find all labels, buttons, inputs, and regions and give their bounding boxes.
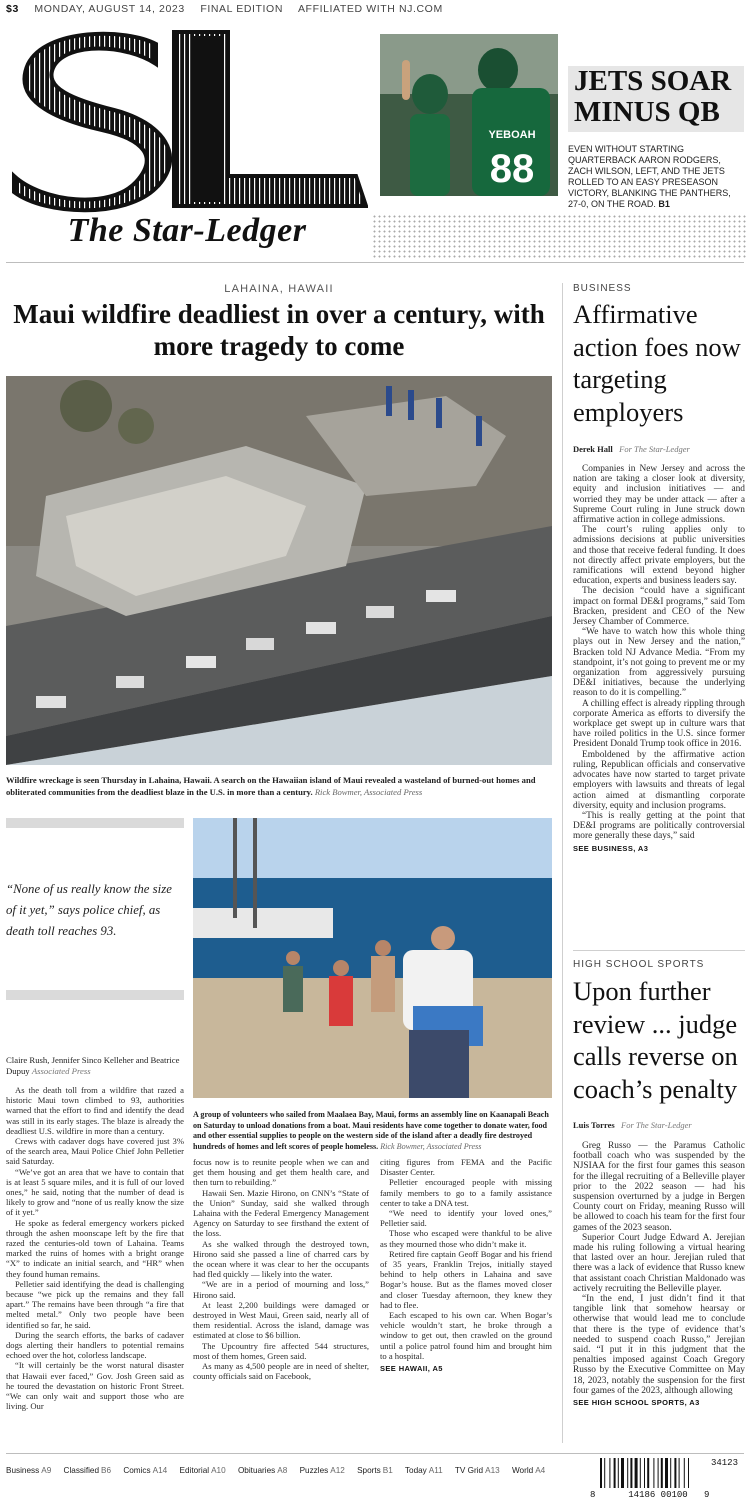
barcode-bar — [674, 1458, 676, 1488]
index-item[interactable]: Obituaries A8 — [237, 1466, 288, 1475]
paragraph: Pelletier encouraged people with missing family members to go to a family assistance center to take a DNA test. — [380, 1177, 552, 1208]
barcode-bar — [670, 1458, 671, 1488]
pull-quote: “None of us really know the size of it yet,” says police chief, as death toll reaches 93. — [6, 882, 172, 938]
barcode-bar — [618, 1458, 619, 1488]
paragraph: During the search efforts, the barks of cadaver dogs alerting their handlers to potential remains echoed over the hot, colorless landscape. — [6, 1329, 184, 1361]
barcode-bar — [621, 1458, 624, 1488]
teaser-body: EVEN WITHOUT STARTING QUARTERBACK AARON RODGERS, ZACH WILSON, LEFT, AND THE JETS ROLLED TO AN EASY PRESEASON VICTORY, BLANKING THE PANTHERS, 27-0, ON THE ROAD. — [568, 144, 731, 209]
main-photo-caption — [6, 775, 552, 798]
bottom-divider — [6, 1453, 744, 1454]
paragraph: Crews with cadaver dogs have covered just 3% of the search area, Maui Police Chief John Pelletier said Saturday. — [6, 1136, 184, 1167]
paragraph: A chilling effect is already rippling through corporate America as efforts to diversify the workplace get swept up in culture wars that have roiled politics in the U.S. since former President Donald Trump took office in 2016. — [573, 698, 745, 750]
barcode-bar — [609, 1458, 610, 1488]
barcode-bar — [647, 1458, 649, 1488]
paragraph: “In the end, I just didn’t find it that tangible link that somehow hearsay or otherwise that would lead me to conclude that there is the type of evidence that’s needed to suspend coach Russo,” Jerejian said. “I put it in this judgment that the penalties imposed against Coach Gregory Russo by the Executive Committee on May 18, 2023, notably the suspension for the first four games of the 2023, although allowing — [573, 1294, 745, 1396]
volunteers-photo[interactable] — [193, 818, 552, 1098]
barcode-bar — [644, 1458, 645, 1488]
barcode-bar — [661, 1458, 663, 1488]
index-item[interactable]: Sports B1 — [357, 1466, 393, 1475]
paragraph: Emboldened by the affirmative action ruling, Republican officials and conservative advocates have now started to target private employers with lawsuits and threats of legal action aimed at dismantling corporate diversity, equity and inclusion programs. — [573, 749, 745, 811]
paragraph: “We need to identify your loved ones,” Pelletier said. — [380, 1208, 552, 1229]
barcode-bar — [658, 1458, 659, 1488]
paragraph: As the death toll from a wildfire that razed a historic Maui town climbed to 93, authorities warned that the effort to find and identify the dead was still in its early stages. The blaze is already the deadliest U.S. wildfire in more than a century. — [6, 1085, 184, 1136]
paragraph: The Upcountry fire affected 544 structures, most of them homes, Green said. — [193, 1340, 369, 1361]
paragraph: Each escaped to his own car. When Bogar’s vehicle wouldn’t start, he broke through a window to get out, then crawled on the ground until a police patrol found him and brought him to a hospital. — [380, 1310, 552, 1361]
barcode-bar — [630, 1458, 632, 1488]
business-author: Derek Hall — [573, 444, 613, 454]
teaser-headline[interactable]: JETS SOAR MINUS QB — [574, 65, 732, 128]
sports-author-role: For The Star-Ledger — [621, 1120, 692, 1130]
divider — [6, 262, 744, 263]
paragraph: Retired fire captain Geoff Bogar and his friend of 35 years, Franklin Trejos, initially stayed behind to help others in Lahaina and save Bogar’s house. But as the flames moved closer and closer Tuesday afternoon, they knew they had to flee. — [380, 1248, 552, 1310]
wildfire-wreckage-photo[interactable] — [6, 376, 552, 765]
photo2-caption-text: A group of volunteers who sailed from Maalaea Bay, Maui, forms an assembly line on Kaanapali Beach on Saturday to unload donations from a boat. Maui residents have come together to donate water, food and other essential supplies to people on the western side of the island after a deadly fire destroyed hundreds of homes and left scores of people homeless. — [193, 1110, 549, 1151]
column-separator — [562, 283, 563, 1443]
quote-bar-bottom — [6, 990, 184, 1000]
masthead-name[interactable]: The Star-Ledger — [67, 212, 307, 249]
barcode-bar — [688, 1458, 689, 1488]
paragraph: Hawaii Sen. Mazie Hirono, on CNN’s “State of the Union” Sunday, said she walked through Lahaina with the Federal Emergency Management Agency on Saturday to see firsthand the extent of the loss. — [193, 1187, 369, 1239]
main-headline[interactable]: Maui wildfire deadliest in over a century, with more tragedy to come — [13, 299, 545, 361]
paragraph: Greg Russo — the Paramus Catholic football coach who was suspended by the NJSIAA for the first four games this season for the illegal recruiting of a Belleville player prior to the 2022 season — had his suspension overturned by a judge in Bergen County court on Friday, meaning Russo will be allowed to coach his team for the first four games of the 2023 season. — [573, 1141, 745, 1233]
column-1-text — [6, 1085, 184, 1412]
teaser-page-ref[interactable]: B1 — [658, 199, 670, 209]
main-caption-text: Wildfire wreckage is seen Thursday in Lahaina, Hawaii. A search on the Hawaiian island of Maui revealed a wasteland of burned-out homes and obliterated communities from the deadliest blaze in the U.S. in more than a century. — [6, 775, 536, 797]
main-photo-credit: Rick Bowmer, Associated Press — [314, 786, 423, 797]
barcode-bar — [665, 1458, 668, 1488]
business-jump-link[interactable]: SEE BUSINESS, A3 — [573, 843, 649, 853]
main-story-column-1 — [6, 1055, 184, 1412]
paragraph: The court’s ruling applies only to admissions decisions at public universities and those that receive federal funding. It does not directly affect private employers, but the ramifications will extend beyond higher education, experts and business leaders say. — [573, 525, 745, 587]
barcode-bar — [627, 1458, 628, 1488]
photo2-credit: Rick Bowmer, Associated Press — [380, 1141, 482, 1151]
barcode-bar — [684, 1458, 685, 1488]
paragraph: citing figures from FEMA and the Pacific Disaster Center. — [380, 1157, 552, 1178]
index-item[interactable]: Puzzles A12 — [299, 1466, 345, 1475]
jets-teaser-photo[interactable] — [380, 34, 558, 196]
paragraph: “It will certainly be the worst natural disaster that Hawaii ever faced,” Gov. Josh Green said as he toured the devastation on historic Front Street. “We can only wait and support those who are living. Our — [6, 1360, 184, 1412]
sports-headline[interactable]: Upon further review ... judge calls reverse on coach’s penalty — [573, 976, 738, 1104]
barcode-left-digit: 8 — [590, 1490, 596, 1498]
business-body — [573, 464, 745, 854]
business-byline — [573, 444, 745, 454]
barcode — [590, 1456, 746, 1498]
paragraph: Superior Court Judge Edward A. Jerejian made his ruling following a virtual hearing that lasted over an hour. Jerejian ruled that there was a lack of evidence that Russo knew that assistant coach Christian Maldonado was actively recruiting the Belleville player. — [573, 1232, 745, 1294]
business-section-label: BUSINESS — [573, 283, 632, 294]
main-byline — [6, 1055, 184, 1077]
barcode-bar — [635, 1458, 638, 1488]
barcode-bar — [679, 1458, 680, 1488]
jersey-number: 88 — [489, 147, 535, 191]
index-item[interactable]: TV Grid A13 — [454, 1466, 500, 1475]
decorative-dot-grid — [372, 214, 746, 258]
byline-names: Claire Rush, Jennifer Sinco Kelleher and Beatrice Dupuy — [6, 1055, 180, 1076]
jersey-name: YEBOAH — [488, 129, 536, 141]
paragraph: Companies in New Jersey and across the nation are taking a closer look at diversity, equity and inclusion initiatives — and worried they may be under attack — after a Supreme Court ruling in June struck down affirmative action in college admissions. — [573, 464, 745, 526]
paragraph: focus now is to reunite people when we can and get them housing and get them health care, and then turn to rebuilding.” — [193, 1157, 369, 1188]
barcode-middle-digits: 14186 00100 — [628, 1490, 688, 1498]
barcode-bar — [604, 1458, 605, 1488]
index-item[interactable]: Business A9 — [6, 1466, 52, 1475]
price: $3 — [6, 3, 19, 15]
top-strip — [6, 3, 455, 17]
edition: FINAL EDITION — [200, 3, 283, 15]
index-item[interactable]: Comics A14 — [123, 1466, 168, 1475]
barcode-issue-code: 34123 — [710, 1458, 738, 1468]
page-index — [6, 1466, 566, 1475]
main-kicker: LAHAINA, HAWAII — [224, 283, 334, 295]
paragraph: He spoke as federal emergency workers picked through the ashen moonscape left by the fire that razed the centuries-old town of Lahaina. Teams marked the ruins of homes with a bright orange “X” to indicate an initial search, and “HR” when they found human remains. — [6, 1217, 184, 1279]
barcode-bar — [600, 1458, 602, 1488]
sports-author: Luis Torres — [573, 1120, 615, 1130]
paragraph: “This is really getting at the point that DE&I programs are politically controversial more generally these days,” said — [573, 810, 745, 842]
main-jump-link[interactable]: SEE HAWAII, A5 — [380, 1364, 443, 1374]
byline-role: Associated Press — [31, 1066, 91, 1076]
issue-date: MONDAY, AUGUST 14, 2023 — [34, 3, 185, 15]
main-story-column-3 — [380, 1157, 552, 1373]
sports-byline — [573, 1120, 745, 1130]
main-story-column-2 — [193, 1157, 369, 1381]
business-author-role: For The Star-Ledger — [619, 444, 690, 454]
paragraph: “We have to watch how this whole thing plays out in New Jersey and the nation,” Bracken told NJ Advance Media. “From my standpoint, it’s not going to prevent me or my organization from aggressively pursuing DE&I initiatives, because the underlying reason to do it is compelling.” — [573, 627, 745, 699]
paragraph: The decision “could have a significant impact on formal DE&I programs,” said Tom Bracken, president and CEO of the New Jersey Chamber of Commerce. — [573, 586, 745, 628]
affiliation: AFFILIATED WITH NJ.COM — [297, 3, 443, 15]
teaser-text — [568, 144, 744, 210]
paragraph: As many as 4,500 people are in need of shelter, county officials said on Facebook, — [193, 1361, 369, 1382]
index-item[interactable]: Today A11 — [404, 1466, 443, 1475]
paragraph: As she walked through the destroyed town, Hirono said she passed a line of charred cars by the ocean where it was clear to her the occupants had fled quickly — likely into the water. — [193, 1238, 369, 1280]
index-item[interactable]: World A4 — [511, 1466, 546, 1475]
index-item[interactable]: Classified B6 — [63, 1466, 112, 1475]
paragraph: “We are in a period of mourning and loss,” Hirono said. — [193, 1279, 369, 1300]
column-3-text — [380, 1157, 552, 1361]
barcode-right-digit: 9 — [704, 1490, 710, 1498]
sports-body — [573, 1141, 745, 1408]
paragraph: At least 2,200 buildings were damaged or destroyed in West Maui, Green said, nearly all of them residential. Across the island, damage was estimated at close to $6 billion. — [193, 1299, 369, 1341]
masthead-logo[interactable] — [6, 26, 368, 216]
barcode-bar — [653, 1458, 654, 1488]
quote-bar-top — [6, 818, 184, 828]
index-item[interactable]: Editorial A10 — [179, 1466, 226, 1475]
paragraph: Pelletier said identifying the dead is challenging because “we pick up the remains and they fall apart.” The remains have been through “a fire that melted metal.” Only two people have been identified so far, he said. — [6, 1278, 184, 1330]
barcode-bar — [614, 1458, 616, 1488]
sports-jump-link[interactable]: SEE HIGH SCHOOL SPORTS, A3 — [573, 1398, 700, 1408]
paragraph: Those who escaped were thankful to be alive as they mourned those who didn’t make it. — [380, 1228, 552, 1249]
sports-section-label: HIGH SCHOOL SPORTS — [573, 959, 705, 970]
barcode-bar — [640, 1458, 641, 1488]
rail-divider — [573, 950, 745, 951]
photo2-caption — [193, 1110, 552, 1152]
business-headline[interactable]: Affirmative action foes now targeting employers — [573, 299, 741, 427]
paragraph: “We’ve got an area that we have to contain that is at least 5 square miles, and it is full of our loved ones,” he said, noting that the number of dead is likely to grow and “none of us really know the size of it yet.” — [6, 1166, 184, 1218]
